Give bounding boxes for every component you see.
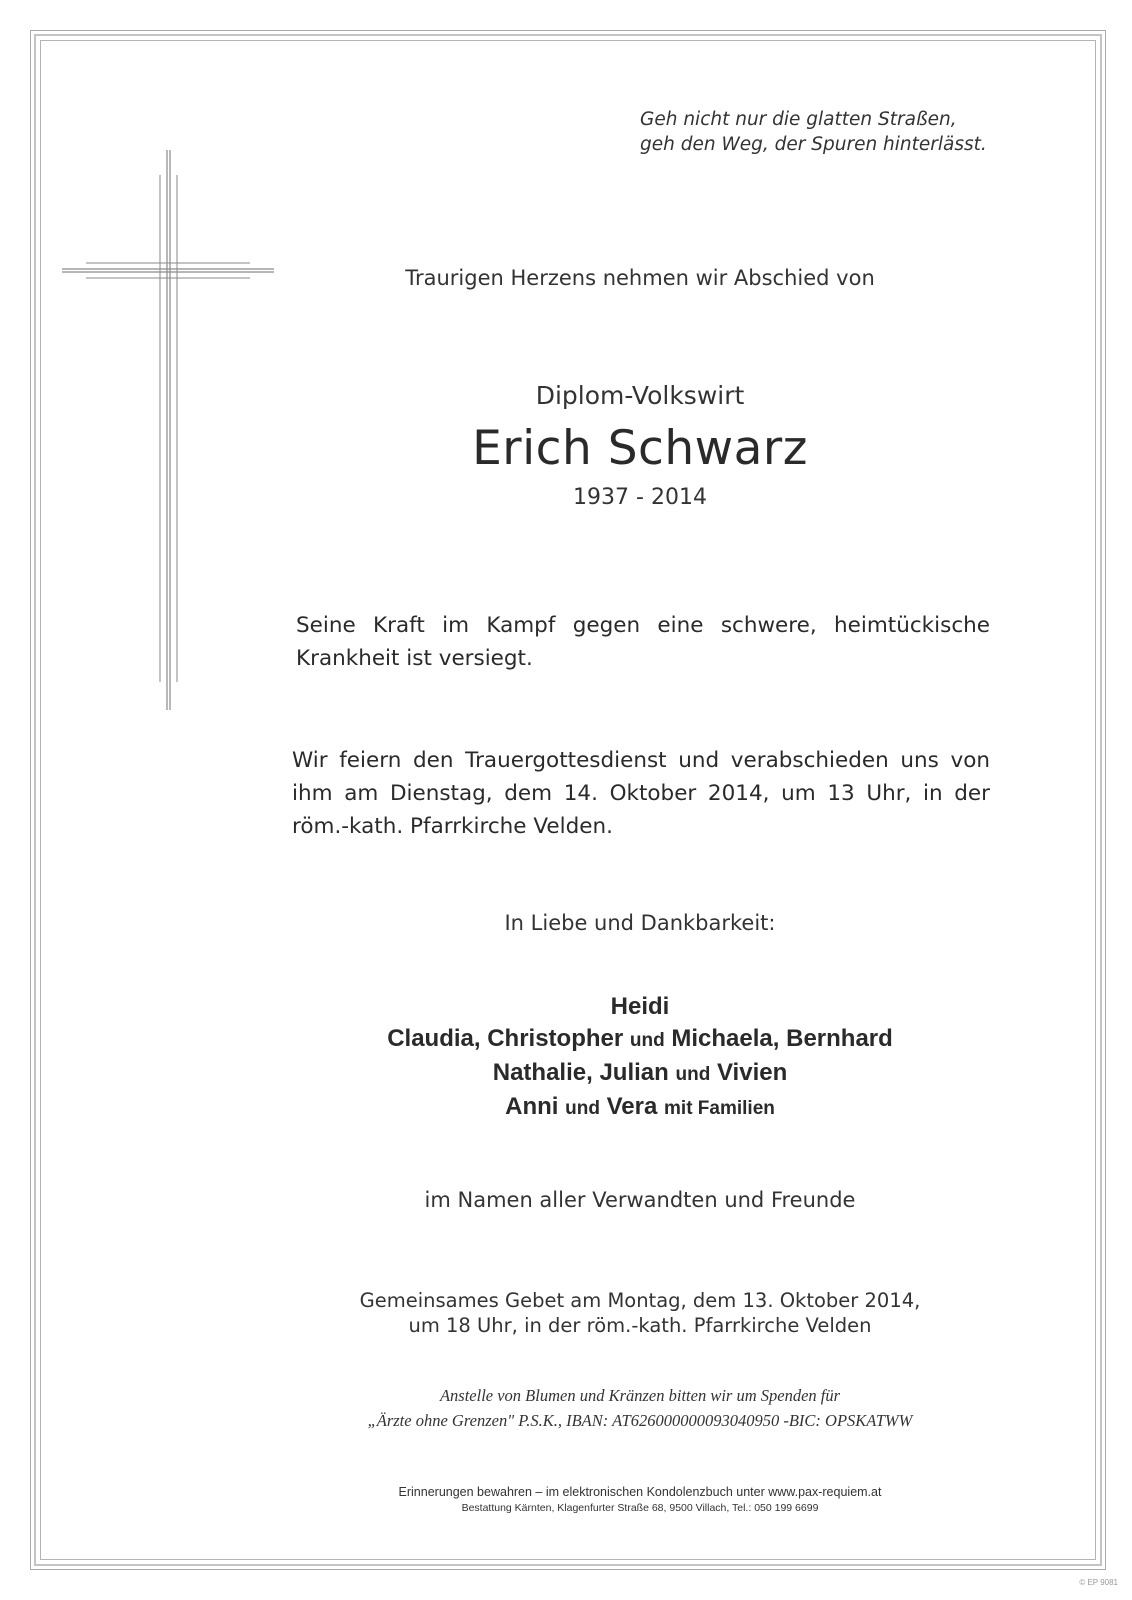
family-line-3	[140, 1057, 1132, 1091]
family-names	[140, 991, 1132, 1125]
motto-quote	[640, 107, 987, 157]
donation-line-1: Anstelle von Blumen und Kränzen bitten wir um Spenden für	[439, 1386, 841, 1405]
funeral-line-1: Wir feiern den Trauergottesdienst und verabschieden uns von	[292, 748, 990, 773]
family-names-nathalie: Nathalie, Julian	[492, 1059, 669, 1086]
funeral-line-3: röm.-kath. Pfarrkirche Velden.	[292, 814, 613, 839]
intro-text: Traurigen Herzens nehmen wir Abschied von	[405, 266, 875, 290]
family-line-1	[140, 991, 1132, 1023]
family-names-claudia: Claudia, Christopher	[387, 1025, 624, 1052]
family-und: und	[675, 1064, 711, 1085]
footer-condolence-line: Erinnerungen bewahren – im elektronischen Kondolenzbuch unter www.pax-requiem.at	[398, 1485, 882, 1499]
motto-line-2: geh den Weg, der Spuren hinterlässt.	[640, 134, 987, 155]
prayer-line-2: um 18 Uhr, in der röm.-kath. Pfarrkirche Velden	[408, 1314, 872, 1337]
footer-address-line: Bestattung Kärnten, Klagenfurter Straße 68, 9500 Villach, Tel.: 050 199 6699	[461, 1502, 819, 1514]
thanks-heading: In Liebe und Dankbarkeit:	[504, 911, 776, 935]
family-und: und	[629, 1030, 665, 1051]
family-line-2	[140, 1023, 1132, 1057]
deceased-years: 1937 - 2014	[573, 485, 707, 510]
footer	[140, 1484, 1132, 1516]
family-name-heidi: Heidi	[610, 993, 670, 1020]
family-name-vivien: Vivien	[716, 1059, 788, 1086]
prayer-line-1: Gemeinsames Gebet am Montag, dem 13. Oktober 2014,	[359, 1289, 921, 1312]
illness-line-2: Krankheit ist versiegt.	[296, 646, 533, 671]
print-code: © EP 9081	[1079, 1578, 1118, 1587]
family-name-vera: Vera	[606, 1093, 658, 1120]
funeral-paragraph	[292, 744, 990, 843]
family-names-michaela: Michaela, Bernhard	[671, 1025, 893, 1052]
illness-line-1: Seine Kraft im Kampf gegen eine schwere, heimtückische	[296, 613, 990, 638]
motto-line-1: Geh nicht nur die glatten Straßen,	[640, 109, 957, 130]
donation-notice	[140, 1383, 1132, 1433]
deceased-name: Erich Schwarz	[472, 421, 808, 476]
relatives-text: im Namen aller Verwandten und Freunde	[424, 1188, 856, 1212]
prayer-notice	[140, 1288, 1132, 1338]
family-und: und	[565, 1098, 600, 1119]
family-name-anni: Anni	[505, 1093, 559, 1120]
donation-line-2: „Ärzte ohne Grenzen" P.S.K., IBAN: AT626000000093040950 -BIC: OPSKATWW	[367, 1411, 913, 1430]
family-mit-familien: mit Familien	[664, 1098, 775, 1119]
illness-paragraph	[296, 609, 990, 675]
family-line-4	[140, 1091, 1132, 1125]
funeral-line-2: ihm am Dienstag, dem 14. Oktober 2014, um 13 Uhr, in der	[292, 781, 990, 806]
deceased-title: Diplom-Volkswirt	[535, 381, 745, 410]
